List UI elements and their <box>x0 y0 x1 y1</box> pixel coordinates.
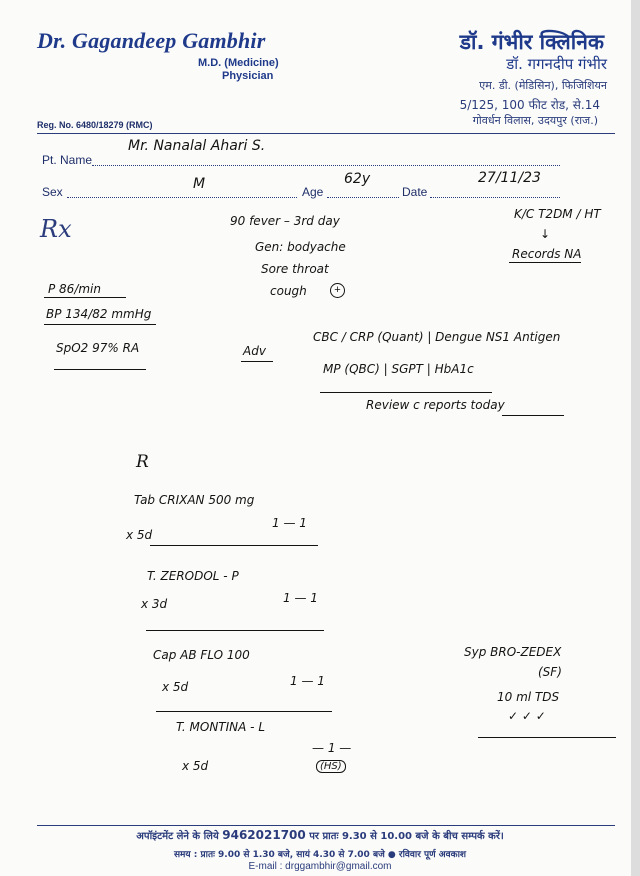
med-1-name: Tab CRIXAN 500 mg <box>134 493 255 507</box>
advice-label: Adv <box>243 344 266 358</box>
vitals-underline-3 <box>54 369 146 370</box>
sex-line <box>67 197 297 198</box>
patient-name: Mr. Nanalal Ahari S. <box>128 138 266 154</box>
complaint-fever: 90 fever – 3rd day <box>230 214 340 228</box>
history-known-case: K/C T2DM / HT <box>514 207 601 221</box>
syrup-dose-marks: ✓ ✓ ✓ <box>508 709 546 723</box>
investigations-underline <box>320 392 492 393</box>
sex-label: Sex <box>42 185 63 199</box>
history-arrow-icon: ↓ <box>540 227 551 241</box>
med-3-dose: 1 — 1 <box>290 674 325 688</box>
vitals-spo2: SpO2 97% RA <box>56 341 140 355</box>
age-line <box>327 197 399 198</box>
prescription-rx-symbol: R <box>136 452 149 472</box>
history-records: Records NA <box>512 247 582 261</box>
address-line-2: गोवर्धन विलास, उदयपुर (राज.) <box>472 114 598 127</box>
med-2-name: T. ZERODOL - P <box>147 569 239 583</box>
appointment-suffix: पर प्रातः 9.30 से 10.00 बजे के बीच सम्पर्क करें। <box>309 831 504 842</box>
med-2-underline <box>146 630 324 631</box>
address-line-1: 5/125, 100 फीट रोड, से.14 <box>459 98 600 112</box>
doctor-specialty: Physician <box>222 70 274 82</box>
footer-appointment <box>0 828 640 842</box>
vitals-bp: BP 134/82 mmHg <box>46 307 152 321</box>
patient-age: 62y <box>344 171 371 187</box>
med-1-dose: 1 — 1 <box>272 516 307 530</box>
pt-name-label: Pt. Name <box>42 153 93 167</box>
med-4-duration: x 5d <box>182 759 209 773</box>
syrup-dose: 10 ml TDS <box>497 690 560 704</box>
med-2-duration: x 3d <box>141 597 168 611</box>
vitals-underline-2 <box>44 324 156 325</box>
vitals-pulse: P 86/min <box>48 282 101 296</box>
clinic-name-hindi: डॉ. गंभीर क्लिनिक <box>459 30 604 54</box>
rx-symbol: Rx <box>40 215 72 243</box>
complaint-sore-throat: Sore throat <box>261 262 329 276</box>
history-underline <box>509 262 581 263</box>
syrup-underline <box>478 737 616 738</box>
investigations-line-1: CBC / CRP (Quant) | Dengue NS1 Antigen <box>313 330 561 344</box>
advice-underline <box>241 361 273 362</box>
page-edge <box>631 0 640 876</box>
investigations-line-2: MP (QBC) | SGPT | HbA1c <box>323 362 474 376</box>
age-label: Age <box>302 185 324 199</box>
med-3-underline <box>156 711 332 712</box>
vitals-underline-1 <box>44 297 126 298</box>
med-1-duration: x 5d <box>126 528 153 542</box>
syrup-form: (SF) <box>538 665 562 679</box>
pt-name-line <box>92 165 560 166</box>
med-4-hs-note: (HS) <box>316 760 346 773</box>
med-2-dose: 1 — 1 <box>283 591 318 605</box>
date-label: Date <box>402 185 428 199</box>
med-4-dose: — 1 — <box>312 741 352 755</box>
patient-sex: M <box>193 176 206 192</box>
footer-rule <box>37 825 615 826</box>
footer-email: E-mail : drggambhir@gmail.com <box>248 861 392 872</box>
appointment-phone: 9462021700 <box>222 828 306 842</box>
complaint-cough: cough <box>270 284 307 298</box>
syrup-name: Syp BRO-ZEDEX <box>464 645 562 659</box>
doctor-qualification: M.D. (Medicine) <box>198 57 279 69</box>
date-line <box>430 197 560 198</box>
med-1-underline <box>150 545 318 546</box>
appointment-prefix: अपॉइंटमेंट लेने के लिये <box>136 831 219 842</box>
plus-circle-icon: + <box>330 283 345 298</box>
header-rule <box>37 133 615 134</box>
review-underline <box>502 415 564 416</box>
doctor-name-hindi: डॉ. गगनदीप गंभीर <box>506 55 607 73</box>
footer-timings: समय : प्रातः 9.00 से 1.30 बजे, सायं 4.30 से 7.00 बजे ● रविवार पूर्ण अवकाश <box>173 850 467 860</box>
qualification-hindi: एम. डी. (मेडिसिन), फिजिशियन <box>479 79 607 92</box>
prescription-date: 27/11/23 <box>478 170 541 186</box>
med-3-name: Cap AB FLO 100 <box>153 648 250 662</box>
med-3-duration: x 5d <box>162 680 189 694</box>
med-4-name: T. MONTINA - L <box>176 720 266 734</box>
doctor-name: Dr. Gagandeep Gambhir <box>37 28 266 53</box>
review-note: Review c reports today <box>366 398 505 412</box>
complaint-bodyache: Gen: bodyache <box>255 240 346 254</box>
registration-number: Reg. No. 6480/18279 (RMC) <box>37 120 153 130</box>
